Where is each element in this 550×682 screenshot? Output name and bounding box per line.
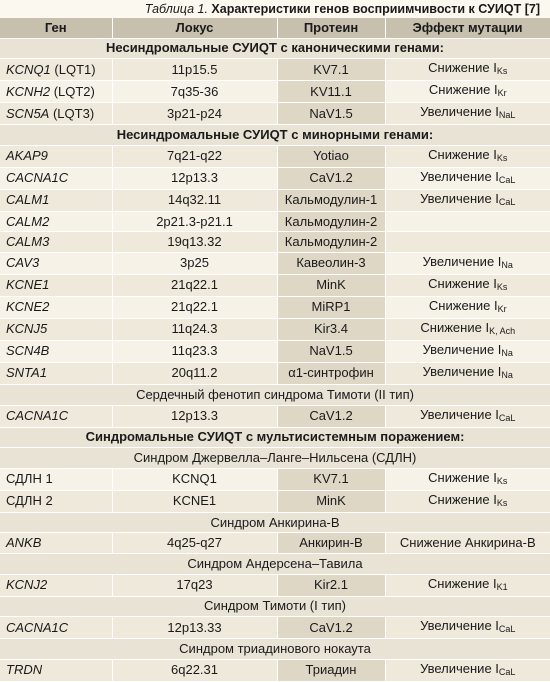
effect-cell — [385, 81, 550, 103]
locus-cell: 3p21-p24 — [112, 103, 277, 125]
effect-text: Увеличение I — [420, 660, 499, 676]
effect-cell — [385, 167, 550, 189]
gene-cell — [0, 318, 112, 340]
current-subscript: Ks — [496, 475, 508, 486]
protein-cell: Кальмодулин-1 — [277, 189, 385, 211]
locus-cell: 19q13.32 — [112, 232, 277, 253]
section-header-row — [0, 125, 550, 146]
gene-cell — [0, 296, 112, 318]
gene-table — [0, 18, 550, 682]
protein-cell: KV7.1 — [277, 59, 385, 81]
locus-cell: 12p13.33 — [112, 617, 277, 639]
gene-cell — [0, 533, 112, 554]
locus-cell: 11q24.3 — [112, 318, 277, 340]
protein-cell: Кавеолин-3 — [277, 252, 385, 274]
gene-name: CACNA1C — [6, 408, 69, 424]
gene-name: ANKB — [6, 535, 42, 551]
table-body — [0, 38, 550, 681]
effect-cell — [385, 533, 550, 554]
gene-lqt-type: (LQT3) — [49, 105, 95, 121]
gene-cell — [0, 167, 112, 189]
gene-cell — [0, 659, 112, 681]
gene-name: SNTA1 — [6, 365, 47, 381]
locus-cell: 7q35-36 — [112, 81, 277, 103]
gene-name: TRDN — [6, 662, 43, 678]
current-subscript: Na — [501, 369, 513, 380]
effect-cell — [385, 252, 550, 274]
protein-cell: Триадин — [277, 659, 385, 681]
locus-cell: 12p13.3 — [112, 405, 277, 427]
current-subscript: Na — [501, 347, 513, 358]
table-row — [0, 405, 550, 427]
effect-text: Снижение I — [428, 60, 497, 76]
effect-cell — [385, 617, 550, 639]
table-row — [0, 574, 550, 596]
protein-cell: MinK — [277, 490, 385, 512]
gene-name: CALM3 — [6, 234, 50, 250]
effect-cell — [385, 274, 550, 296]
protein-cell: NaV1.5 — [277, 340, 385, 362]
locus-cell: 3p25 — [112, 252, 277, 274]
table-caption-title: Характеристики генов восприимчивости к СУИQT [7] — [211, 2, 540, 16]
locus-cell: 14q32.11 — [112, 189, 277, 211]
current-subscript: CaL — [498, 196, 516, 207]
gene-cell — [0, 211, 112, 232]
gene-cell — [0, 103, 112, 125]
gene-cell — [0, 617, 112, 639]
subsection-header-row — [0, 553, 550, 574]
current-subscript: Ks — [496, 281, 508, 292]
table-caption-number: Таблица 1. — [144, 2, 208, 16]
gene-name: CACNA1C — [6, 619, 69, 635]
table-row — [0, 211, 550, 232]
locus-cell: 17q23 — [112, 574, 277, 596]
table-row — [0, 274, 550, 296]
section-header-row — [0, 38, 550, 59]
effect-cell — [385, 659, 550, 681]
current-subscript: CaL — [498, 412, 516, 423]
protein-cell: Анкирин-B — [277, 533, 385, 554]
table-caption — [0, 0, 550, 18]
effect-cell — [385, 318, 550, 340]
gene-cell — [0, 274, 112, 296]
section-title: Несиндромальные СУИQT с каноническими генами: — [0, 38, 550, 59]
gene-cell — [0, 232, 112, 253]
effect-text: Увеличение I — [420, 104, 499, 120]
gene-cell — [0, 145, 112, 167]
gene-cell — [0, 340, 112, 362]
subsection-title: Синдром Анкирина-B — [0, 512, 550, 533]
current-subscript: Kr — [497, 88, 507, 99]
current-subscript: Ks — [496, 497, 508, 508]
locus-cell: KCNQ1 — [112, 468, 277, 490]
gene-name: KCNE1 — [6, 277, 50, 293]
effect-text: Снижение Анкирина-B — [399, 535, 536, 551]
table-row — [0, 362, 550, 384]
protein-cell: α1-синтрофин — [277, 362, 385, 384]
protein-cell: CaV1.2 — [277, 405, 385, 427]
effect-cell — [385, 103, 550, 125]
gene-name: CALM2 — [6, 213, 50, 229]
protein-cell: Кальмодулин-2 — [277, 232, 385, 253]
protein-cell: CaV1.2 — [277, 617, 385, 639]
protein-cell: CaV1.2 — [277, 167, 385, 189]
gene-cell — [0, 490, 112, 512]
gene-cell — [0, 59, 112, 81]
section-title: Несиндромальные СУИQT с минорными генами: — [0, 125, 550, 146]
locus-cell: 11q23.3 — [112, 340, 277, 362]
subsection-header-row — [0, 384, 550, 405]
subsection-title: Синдром триадинового нокаута — [0, 639, 550, 660]
gene-cell — [0, 405, 112, 427]
effect-cell — [385, 145, 550, 167]
table-row — [0, 659, 550, 681]
header-row — [0, 18, 550, 38]
table-row — [0, 252, 550, 274]
effect-cell — [385, 490, 550, 512]
section-header-row — [0, 427, 550, 448]
current-subscript: Na — [501, 259, 513, 270]
table-row — [0, 296, 550, 318]
table-row — [0, 103, 550, 125]
effect-text: Снижение I — [427, 575, 497, 591]
gene-cell — [0, 468, 112, 490]
table-row — [0, 232, 550, 253]
locus-cell: 21q22.1 — [112, 274, 277, 296]
subsection-header-row — [0, 639, 550, 660]
effect-text: Снижение I — [428, 491, 497, 507]
effect-text: Увеличение I — [422, 363, 502, 379]
current-subscript: Ks — [496, 66, 508, 77]
gene-cell — [0, 252, 112, 274]
protein-cell: MinK — [277, 274, 385, 296]
subsection-header-row — [0, 596, 550, 617]
gene-name: СДЛН 1 — [6, 471, 53, 487]
subsection-header-row — [0, 512, 550, 533]
protein-cell: Kir2.1 — [277, 574, 385, 596]
locus-cell: 4q25-q27 — [112, 533, 277, 554]
table-row — [0, 318, 550, 340]
effect-cell — [385, 232, 550, 253]
locus-cell: 7q21-q22 — [112, 145, 277, 167]
gene-name: CALM1 — [6, 192, 50, 208]
effect-cell — [385, 405, 550, 427]
gene-name: KCNE2 — [6, 299, 50, 315]
protein-cell: KV11.1 — [277, 81, 385, 103]
effect-text: Увеличение I — [422, 253, 502, 269]
header-protein: Протеин — [277, 18, 385, 38]
effect-text: Увеличение I — [422, 341, 502, 357]
protein-cell: NaV1.5 — [277, 103, 385, 125]
locus-cell: 6q22.31 — [112, 659, 277, 681]
protein-cell: Yotiao — [277, 145, 385, 167]
subsection-title: Синдром Тимоти (I тип) — [0, 596, 550, 617]
gene-cell — [0, 81, 112, 103]
table-row — [0, 617, 550, 639]
effect-text: Снижение I — [428, 275, 497, 291]
gene-name: CAV3 — [6, 255, 40, 271]
effect-text: Снижение I — [420, 319, 490, 335]
gene-name: KCNH2 — [6, 83, 51, 99]
effect-cell — [385, 189, 550, 211]
effect-text: Увеличение I — [420, 190, 499, 206]
protein-cell: KV7.1 — [277, 468, 385, 490]
header-gene: Ген — [0, 18, 112, 38]
table-row — [0, 81, 550, 103]
current-subscript: CaL — [498, 666, 516, 677]
gene-cell — [0, 362, 112, 384]
effect-cell — [385, 211, 550, 232]
header-locus: Локус — [112, 18, 277, 38]
table-row — [0, 59, 550, 81]
effect-cell — [385, 362, 550, 384]
effect-cell — [385, 296, 550, 318]
gene-name: SCN5A — [6, 105, 50, 121]
locus-cell: 12p13.3 — [112, 167, 277, 189]
gene-name: KCNJ2 — [6, 577, 48, 593]
subsection-title: Сердечный фенотип синдрома Тимоти (II тип) — [0, 384, 550, 405]
table-row — [0, 533, 550, 554]
effect-text: Увеличение I — [420, 618, 499, 634]
effect-text: Снижение I — [428, 469, 497, 485]
gene-lqt-type: (LQT2) — [50, 83, 95, 99]
effect-text: Снижение I — [428, 82, 498, 98]
subsection-title: Синдром Джервелла–Ланге–Нильсена (СДЛН) — [0, 448, 550, 469]
table-row — [0, 490, 550, 512]
effect-text: Снижение I — [428, 297, 498, 313]
gene-name: СДЛН 2 — [6, 493, 53, 509]
gene-name: AKAP9 — [6, 148, 48, 164]
table-row — [0, 340, 550, 362]
gene-name: KCNJ5 — [6, 321, 48, 337]
gene-name: SCN4B — [6, 343, 50, 359]
current-subscript: K1 — [496, 581, 508, 592]
locus-cell: KCNE1 — [112, 490, 277, 512]
gene-name: CACNA1C — [6, 170, 69, 186]
header-effect: Эффект мутации — [385, 18, 550, 38]
subsection-header-row — [0, 448, 550, 469]
locus-cell: 2p21.3-p21.1 — [112, 211, 277, 232]
gene-cell — [0, 574, 112, 596]
locus-cell: 21q22.1 — [112, 296, 277, 318]
protein-cell: MiRP1 — [277, 296, 385, 318]
effect-cell — [385, 574, 550, 596]
effect-text: Снижение I — [428, 146, 497, 162]
current-subscript: K, Ach — [489, 325, 516, 336]
section-title: Синдромальные СУИQT с мультисистемным поражением: — [0, 427, 550, 448]
gene-cell — [0, 189, 112, 211]
locus-cell: 20q11.2 — [112, 362, 277, 384]
effect-text: Увеличение I — [420, 168, 499, 184]
table-row — [0, 189, 550, 211]
effect-text: Увеличение I — [420, 406, 499, 422]
current-subscript: Ks — [496, 152, 508, 163]
subsection-title: Синдром Андерсена–Тавила — [0, 553, 550, 574]
current-subscript: CaL — [498, 174, 516, 185]
effect-cell — [385, 468, 550, 490]
gene-name: KCNQ1 — [6, 61, 51, 77]
current-subscript: CaL — [498, 624, 516, 635]
table-row — [0, 468, 550, 490]
locus-cell: 11p15.5 — [112, 59, 277, 81]
current-subscript: NaL — [498, 110, 516, 121]
current-subscript: Kr — [497, 303, 507, 314]
table-row — [0, 145, 550, 167]
effect-cell — [385, 340, 550, 362]
effect-cell — [385, 59, 550, 81]
protein-cell: Kir3.4 — [277, 318, 385, 340]
table-row — [0, 167, 550, 189]
protein-cell: Кальмодулин-2 — [277, 211, 385, 232]
gene-lqt-type: (LQT1) — [50, 61, 96, 77]
